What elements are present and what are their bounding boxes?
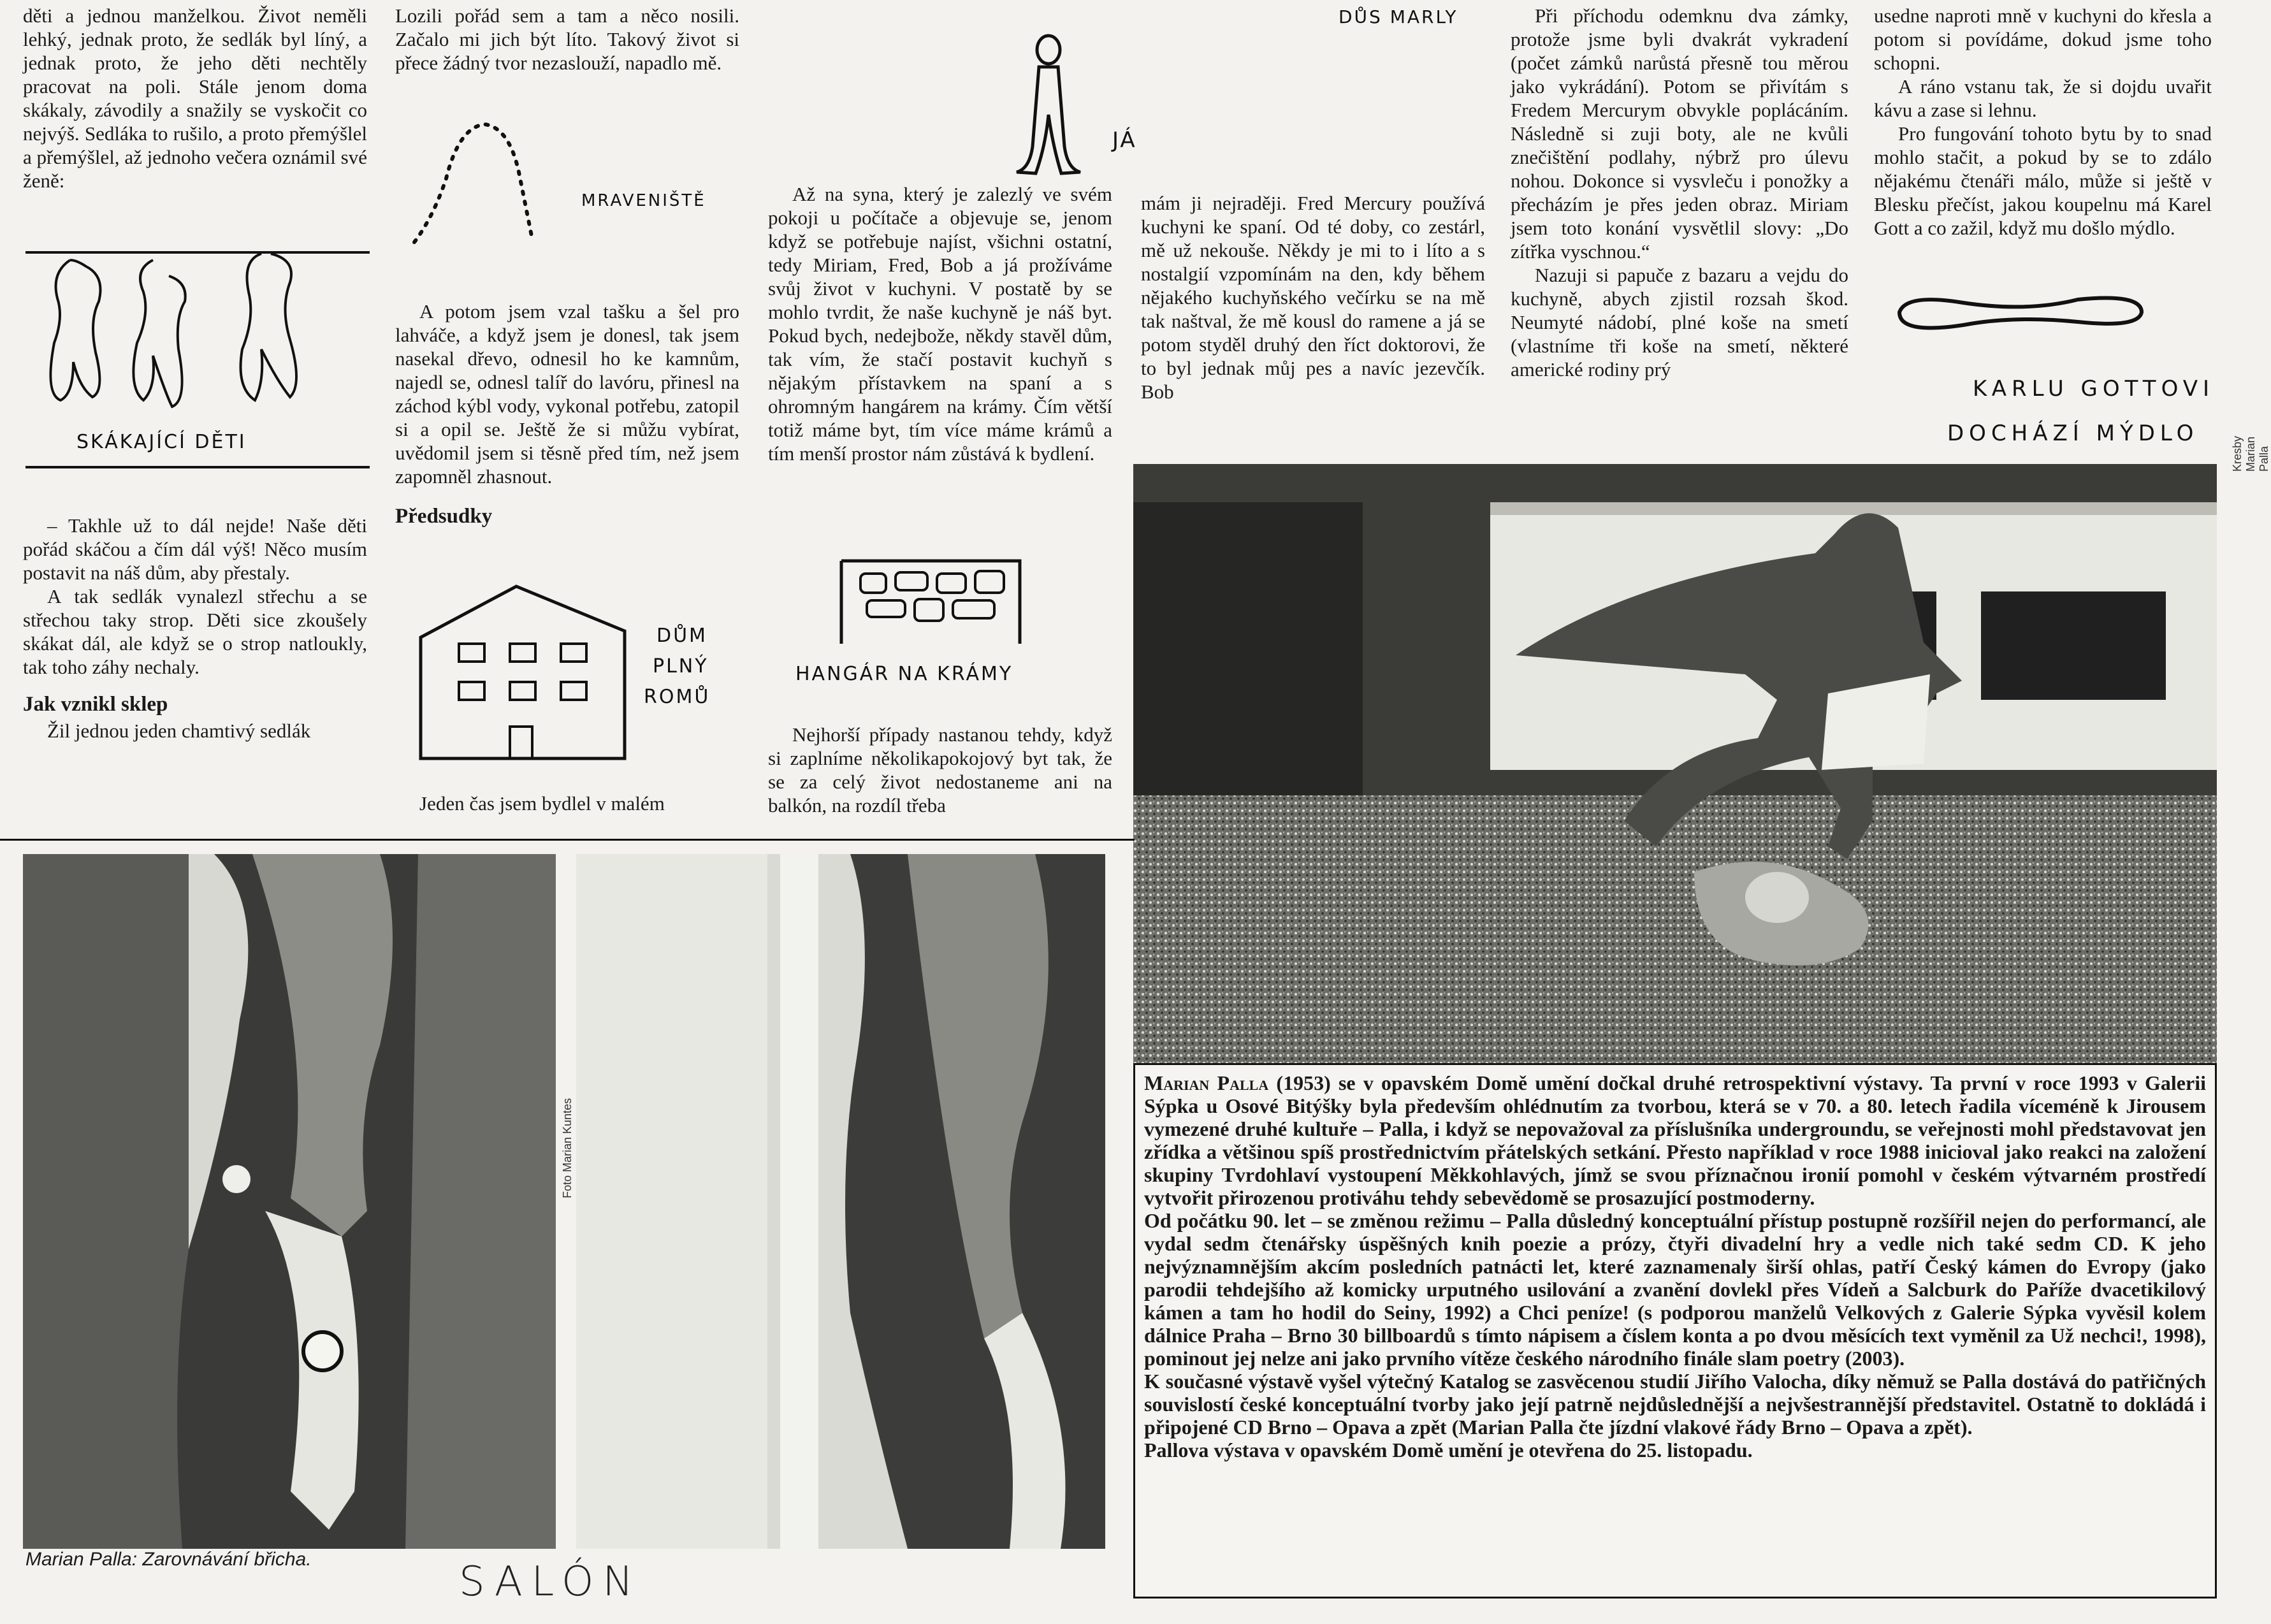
column-1 — [23, 4, 367, 192]
jumping-children-label: SKÁKAJÍCÍ DĚTI — [76, 431, 247, 453]
house-sketch — [414, 580, 644, 771]
column-5-paragraph-2: Nazuji si papuče z bazaru a vejdu do kuchyně, abych zjistil rozsah škod. Neumyté nádobí, plné koše na smetí (vlastníme tři koše na smetí, některé americké rodiny prý — [1511, 264, 1848, 381]
belly-photo-right-image — [576, 854, 1105, 1549]
soap-sketch — [1887, 287, 2154, 338]
hangar-sketch — [835, 555, 1026, 650]
column-1-paragraph-3: A tak sedlák vynalezl střechu a se střechou taky strop. Děti sice zkoušely skákat dál, ale když se o strop natloukly, tak toho záhy nechaly. — [23, 585, 367, 678]
soap-label-1: KARLU GOTTOVI — [1973, 376, 2215, 402]
soap-label-2: DOCHÁZÍ MÝDLO — [1947, 421, 2199, 446]
belly-photo-left-image — [23, 854, 556, 1549]
column-2-paragraph-top: Lozili pořád sem a tam a něco nosili. Začalo mi jich být líto. Takový život si přece žádný tvor nezaslouží, napadlo mě. — [395, 4, 739, 74]
belly-photo-left — [23, 854, 556, 1549]
anthill-drawing — [408, 121, 574, 255]
caption-artist-name: Marian Palla — [1144, 1071, 1269, 1094]
drawings-credit: Kresby Marian Palla — [2231, 435, 2270, 472]
column-6-paragraph-3: Pro fungování tohoto bytu by to snad mohlo stačit, a pokud by se to zdálo nějakému čtenáři málo, může si ještě v Blesku přečíst, jakou koupelnu má Karel Gott a co zažil, když mu došlo mýdlo. — [1874, 122, 2212, 239]
salon-handwritten-label: SALÓN — [459, 1558, 642, 1606]
column-1-heading: Jak vznikl sklep — [23, 693, 168, 716]
column-5 — [1511, 4, 1848, 381]
column-3-bottom — [768, 723, 1112, 817]
caption-paragraph-2: Od počátku 90. let – se změnou režimu – Palla důsledný konceptuální přístup postupně rozšířil nejen do performancí, ale vydal sedm čtenářsky úspěšných knih poezie a prózy, čtyři divadelní hry a vedle nich také sedm CD. K jeho nejvýznamnějším akcím posledních patnácti let, které zaznamenaly širší ohlas, patří Český kámen do Evropy (jako parodii tehdejšího až komicky urputného usilování a zvanění dovlekl přes Vídeň a Salcburk do Paříže dvacetikilový kámen a tam ho hodil do Seiny, 1992) a Chci peníze! (s podporou manželů Velkových z Galerie Sýpka vyvěsil kolem dálnice Praha – Brno 30 billboardů s tímto nápisem a číslem konta a po dvou měsících text vyměnil za Už nechci!, 1998), pominout jej nelze ani jako prvního vítěze českého národního finále slam poetry (2003). — [1144, 1209, 2206, 1370]
self-figure-drawing — [1013, 32, 1084, 178]
sculpture-photo-image — [1133, 464, 2217, 1064]
section-divider — [0, 839, 1135, 841]
self-figure-label: JÁ — [1112, 127, 1137, 153]
exhibition-caption-box — [1133, 1063, 2217, 1599]
stick-figure-sketch — [1013, 32, 1084, 178]
caption-paragraph-1-text: (1953) se v opavském Domě umění dočkal druhé retrospektivní výstavy. Ta první v roce 1993 v Galerii Sýpka u Osové Bitýšky byla především ohlédnutím za tvorbou, která se v 70. a 80. letech řadila víceméně k Jirousem vymezené druhé kultuře – Palla, i když se nepovažoval za příslušníka undergroundu, se veřejnosti mohl představovat jen zřídka a většinou spíš prostřednictvím přátelských setkání. Přesto například v roce 1988 inicioval jako reakci na založení skupiny Tvrdohlaví vystoupení Měkkohlavých, jímž se svou příznačnou ironií pomohl v českém výtvarném prostředí vytvořit přirozenou protiváhu tehdy sebevědomě se prosazující postmoderny. — [1144, 1071, 2206, 1209]
caption-paragraph-3: K současné výstavě vyšel výtečný Katalog se zasvěcenou studií Jiřího Valocha, díky němuž se Palla dostává do patřičných souvislostí české konceptuální tvorby jako její patrně nejdůslednější a nejvšestrannější představitel. Ostatně to dokládá i připojené CD Brno – Opava a zpět (Marian Palla čte jízdní vlakové řády Brno – Opava a zpět). — [1144, 1370, 2206, 1439]
column-2-heading: Předsudky — [395, 505, 493, 528]
hangar-drawing — [835, 555, 1026, 650]
anthill-label: MRAVENIŠTĚ — [581, 191, 706, 210]
column-1-paragraph-4: Žil jednou jeden chamtivý sedlák — [47, 720, 311, 742]
column-3-paragraph-2: Nejhorší případy nastanou tehdy, když si zaplníme několikapokojový byt tak, že se za celý život nedostaneme ani na balkón, na rozdíl třeba — [768, 723, 1112, 816]
hangar-label: HANGÁR NA KRÁMY — [795, 663, 1013, 685]
column-4-paragraph-1: mám ji nejraději. Fred Mercury používá kuchyni ke spaní. Od té doby, co zestárl, mě už nekouše. Někdy je mi to i líto a s nostalgií vzpomínám na den, kdy během nějakého kuchyňského večírku se na mě tak naštval, že mě kousl do ramene a já se potom styděl druhý den říct doktorovi, že to byl jednak můj pes a navíc jezevčík. Bob — [1141, 192, 1485, 403]
column-5-paragraph-1: Při příchodu odemknu dva zámky, protože jsme byli dvakrát vykradení (počet zámků narůstá přesně tou měrou jako vykrádání). Potom se přivítám s Fredem Mercurym obvykle poplácáním. Následně si zuji boty, ale ne kvůli znečištění podlahy, nýbrž pro úlevu nohou. Dokonce si vysvleču i ponožky a přecházím je přes jeden obraz. Miriam jsem toto konání vysvětlil slovy: „Do zítřka vyschnou.“ — [1511, 4, 1848, 263]
column-4 — [1141, 191, 1485, 403]
house-drawing — [414, 580, 644, 771]
sculpture-photo — [1133, 464, 2217, 1064]
column-3-paragraph-1: Až na syna, který je zalezlý ve svém pokoji u počítače a objevuje se, jenom když se potřebuje najíst, všichni ostatní, tedy Miriam, Fred, Bob a já prožíváme svůj život v kuchyni. V postatě by se mohlo tvrdit, že naše kuchyně je náš byt. Pokud bych, nedejbože, někdy stavěl dům, tak vím, že stačí postavit kuchyň s nějakým přístavkem na spaní a s ohromným hangárem na krámy. Čím větší totiž máme byt, tím více máme krámů a tím menší prostor nám zůstává k bydlení. — [768, 183, 1112, 465]
caption-paragraph-1 — [1144, 1071, 2206, 1209]
column-6-paragraph-1: usedne naproti mně v kuchyni do křesla a potom si povídáme, dokud jsme toho schopni. — [1874, 4, 2212, 74]
column-1-lower — [23, 514, 367, 743]
column-2-paragraph-3: Jeden čas jsem bydlel v malém — [419, 792, 665, 815]
caption-paragraph-4: Pallova výstava v opavském Domě umění je otevřena do 25. listopadu. — [1144, 1439, 1753, 1461]
column-3 — [768, 182, 1112, 465]
column-4-sketch-label: DŮS MARLY — [1339, 6, 1458, 27]
column-6 — [1874, 4, 2212, 240]
house-label-2: PLNÝ — [653, 655, 709, 678]
column-2-bottom — [395, 792, 739, 815]
column-6-paragraph-2: A ráno vstanu tak, že si dojdu uvařit kávu a zase si lehnu. — [1874, 75, 2212, 121]
column-1-paragraph-2: – Takhle už to dál nejde! Naše děti pořád skáčou a čím dál výš! Něco musím postavit na náš dům, aby přestaly. — [23, 514, 367, 584]
anthill-sketch — [408, 121, 574, 255]
column-2-middle — [395, 300, 739, 531]
left-photo-caption: Marian Palla: Zarovnávání břicha. — [25, 1549, 312, 1570]
house-label-1: DŮM — [657, 625, 707, 647]
column-1-paragraph-top: děti a jednou manželkou. Život neměli lehký, jednak proto, že sedlák byl líný, a jednak proto, že jeho děti nechtěly pracovat na poli. Stále jenom doma skákaly, závodily a snažily se vyskočit co nejvýš. Sedláka to rušilo, a proto přemýšlel a přemýšlel, až jednoho večera oznámil své ženě: — [23, 4, 367, 192]
column-2-paragraph-2: A potom jsem vzal tašku a šel pro lahváče, a když jsem je donesl, tak jsem nasekal dřevo, odnesil ho ke kamnům, najedl se, odnesl talíř do lavóru, přinesl na záchod kýbl vody, vykonal potřebu, zatopil si a opil se. Ještě že si můžu vybírat, uvědomil jsem si těsně před tím, než jsem zapomněl zhasnout. — [395, 300, 739, 488]
house-label-3: ROMŮ — [644, 686, 711, 708]
belly-photo-right — [576, 854, 1105, 1549]
photo-credit: Foto Marian Kuntes — [561, 1098, 574, 1198]
column-2 — [395, 4, 739, 75]
soap-drawing — [1887, 287, 2154, 338]
